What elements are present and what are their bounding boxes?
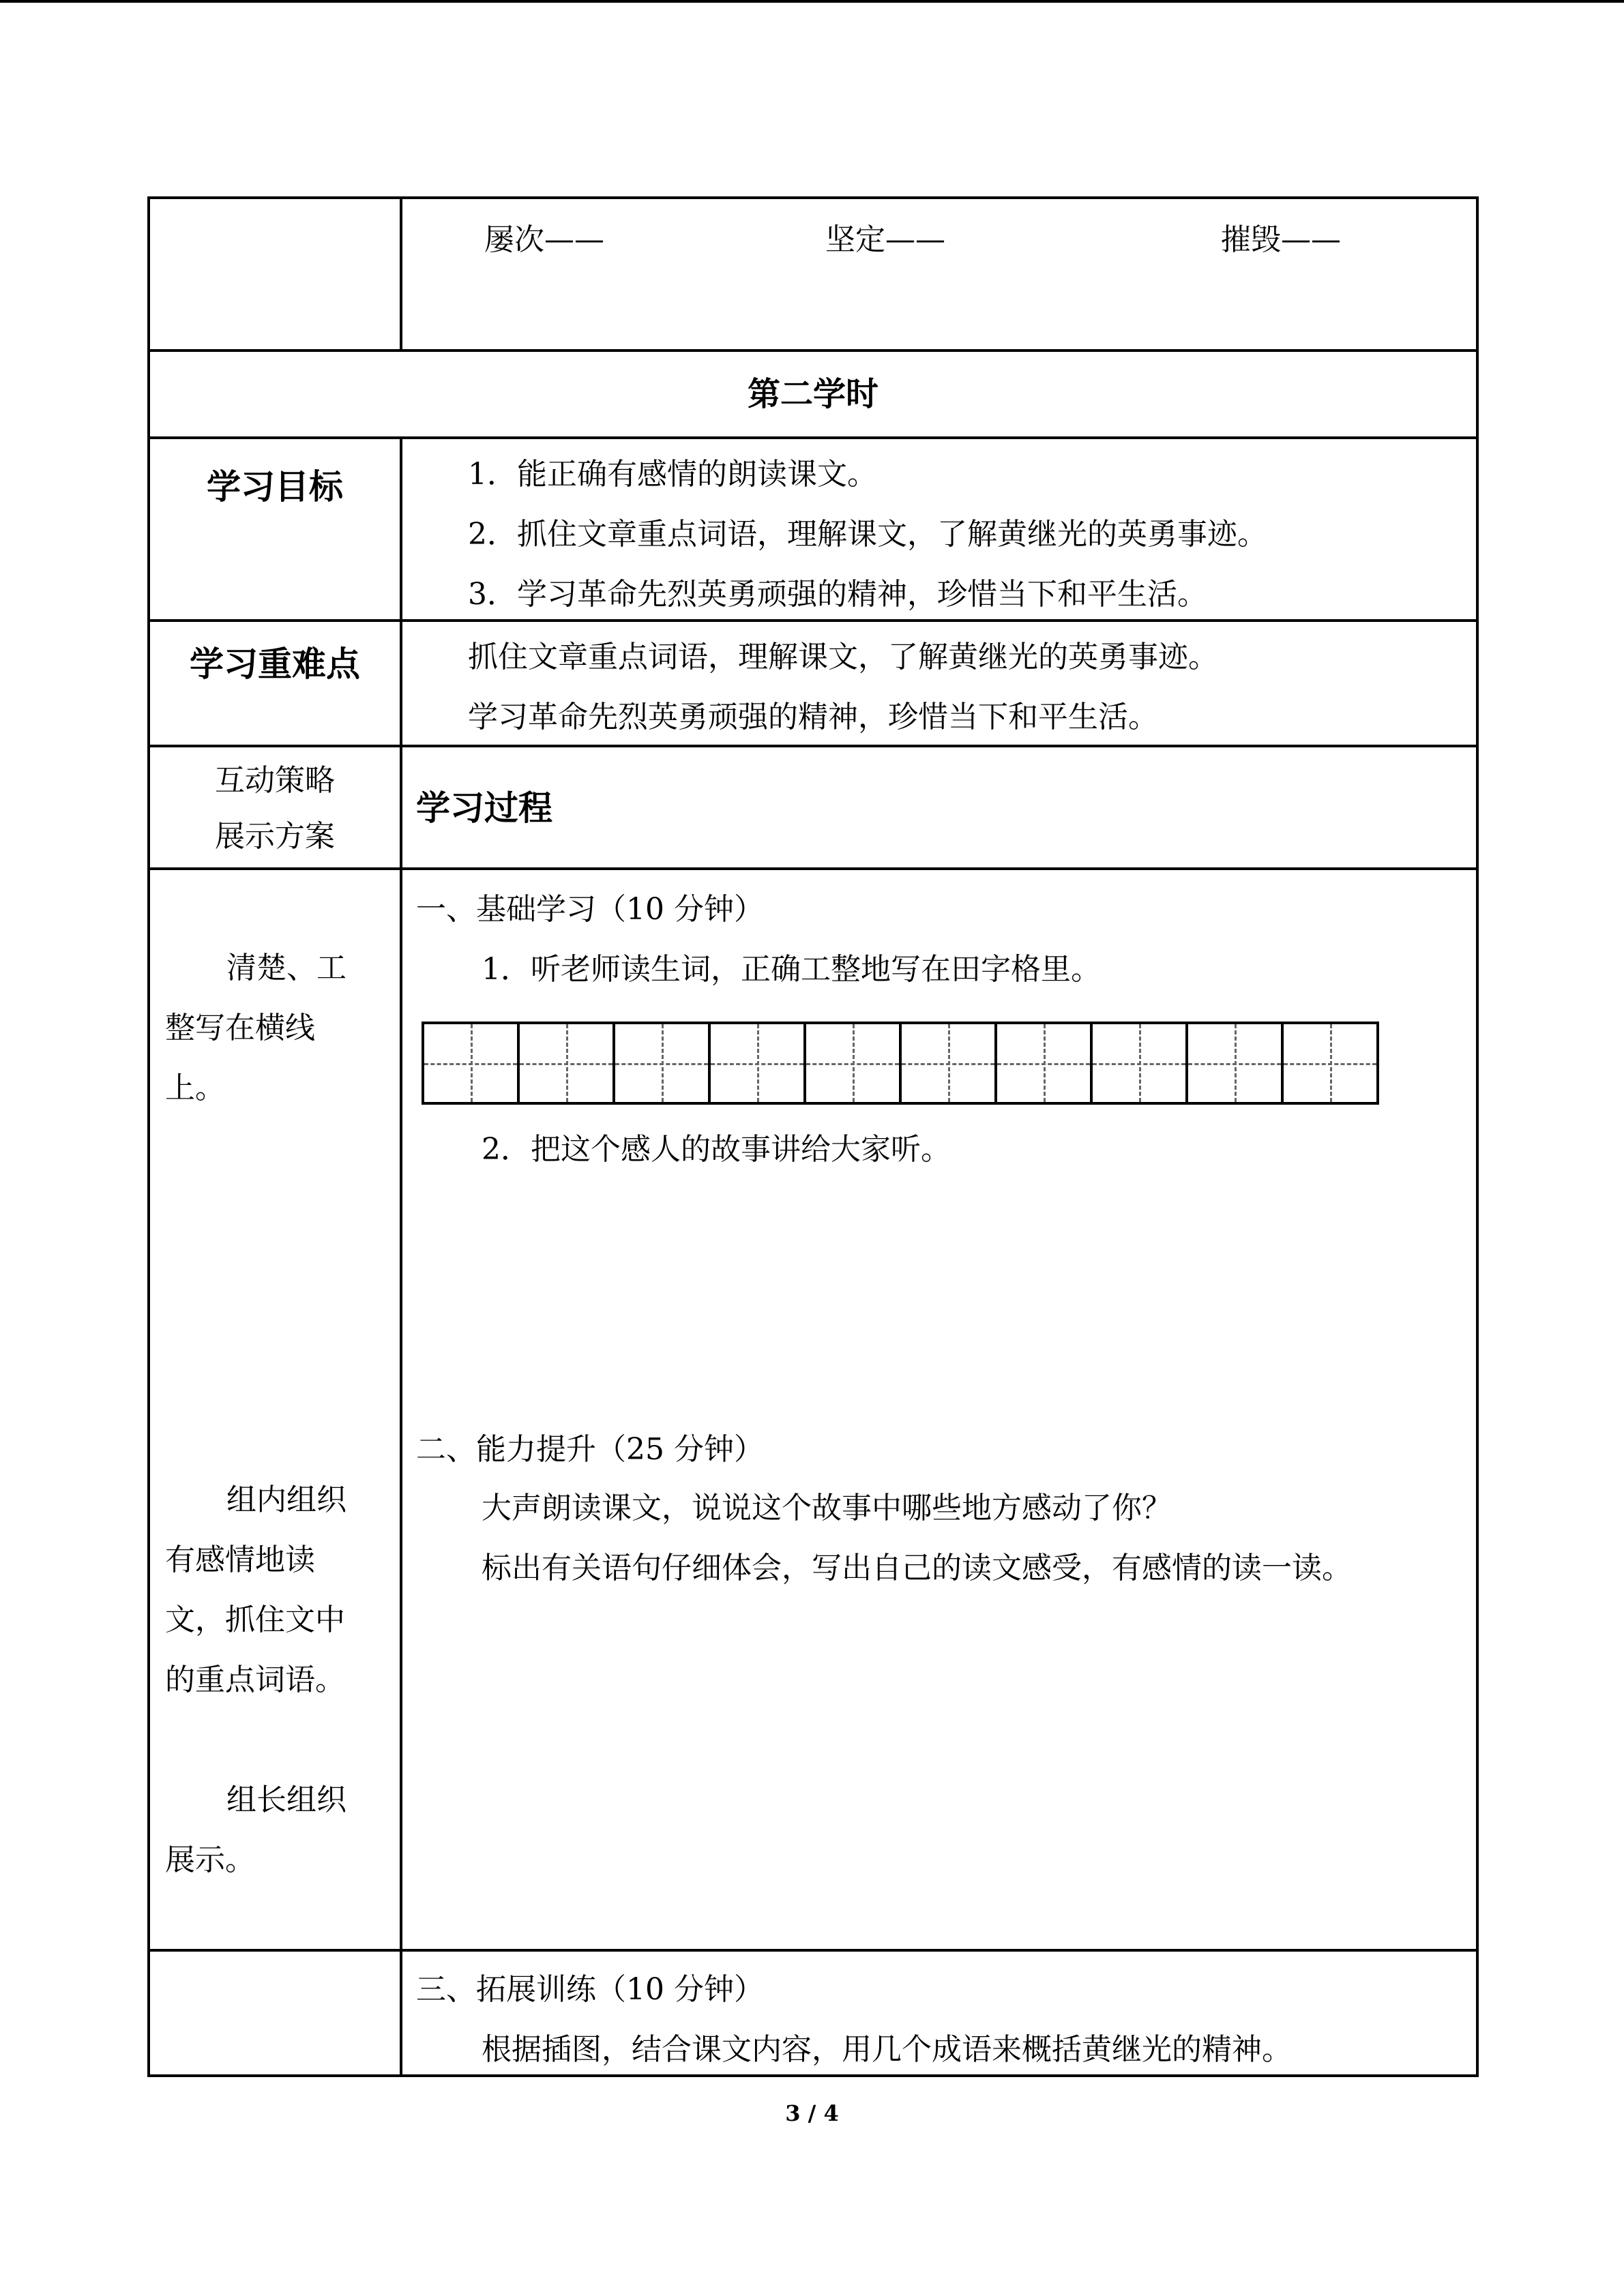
note3-line-2: 展示。 [165, 1843, 255, 1877]
top-border-line [0, 0, 1624, 3]
vocab-word-2: 坚定—— [825, 222, 945, 257]
extension-left-cell [149, 1950, 401, 2076]
note3-line-1: 组长组织 [226, 1783, 346, 1817]
grid-guide-horizontal [806, 1063, 899, 1065]
key-points-label: 学习重难点 [190, 644, 360, 684]
grid-guide-horizontal [615, 1063, 708, 1065]
process-row [149, 869, 1477, 1950]
tianzige-cell[interactable] [422, 1022, 520, 1105]
tianzige-cell[interactable] [708, 1022, 806, 1105]
grid-guide-horizontal [711, 1063, 803, 1065]
grid-guide-horizontal [902, 1063, 994, 1065]
tianzige-cell[interactable] [1185, 1022, 1284, 1105]
ability-line-1: 大声朗读课文，说说这个故事中哪些地方感动了你？ [482, 1491, 1172, 1525]
extension-line-1: 根据插图，结合课文内容，用几个成语来概括黄继光的精神。 [482, 2032, 1292, 2067]
process-notes-cell [149, 869, 401, 1950]
vocab-row [149, 198, 1477, 351]
goals-label-cell [149, 438, 401, 621]
extension-content-cell [401, 1950, 1477, 2076]
grid-guide-horizontal [1093, 1063, 1185, 1065]
tianzige-grid[interactable] [422, 1022, 1376, 1105]
grid-guide-horizontal [1188, 1063, 1281, 1065]
key-points-row [149, 621, 1477, 746]
vocab-cell [401, 198, 1477, 351]
goals-content-cell [401, 438, 1477, 621]
goal-item-3: 3．学习革命先烈英勇顽强的精神，珍惜当下和平生活。 [468, 577, 1207, 612]
tianzige-cell[interactable] [517, 1022, 615, 1105]
tianzige-cell[interactable] [1281, 1022, 1379, 1105]
extension-row [149, 1950, 1477, 2076]
basic-item-2: 2．把这个感人的故事讲给大家听。 [482, 1132, 951, 1167]
strategy-line-2: 展示方案 [215, 819, 335, 854]
key-points-label-cell [149, 621, 401, 746]
note1-line-3: 上。 [165, 1071, 225, 1105]
tianzige-cell[interactable] [994, 1022, 1093, 1105]
grid-guide-horizontal [520, 1063, 612, 1065]
process-title: 学习过程 [416, 788, 552, 828]
goals-label: 学习目标 [207, 467, 343, 507]
empty-left-cell [149, 198, 401, 351]
note2-line-2: 有感情地读 [165, 1542, 315, 1577]
basic-item-1: 1．听老师读生词，正确工整地写在田字格里。 [482, 952, 1101, 987]
page-number: 3 / 4 [785, 2100, 839, 2126]
note1-line-1: 清楚、工 [226, 951, 346, 985]
goals-row [149, 438, 1477, 621]
vocab-word-3: 摧毁—— [1221, 222, 1341, 257]
vocab-word-1: 屡次—— [484, 222, 604, 257]
ability-heading: 二、能力提升（25 分钟） [416, 1432, 764, 1467]
section-title: 第二学时 [747, 375, 879, 413]
note2-line-4: 的重点词语。 [165, 1663, 345, 1697]
strategy-label-cell [149, 746, 401, 869]
strategy-line-1: 互动策略 [215, 763, 335, 798]
section-title-row [149, 351, 1477, 438]
grid-guide-horizontal [1284, 1063, 1376, 1065]
tianzige-cell[interactable] [803, 1022, 902, 1105]
section-title-cell [149, 351, 1477, 438]
goal-item-1: 1．能正确有感情的朗读课文。 [468, 457, 877, 492]
goal-item-2: 2．抓住文章重点词语，理解课文，了解黄继光的英勇事迹。 [468, 517, 1267, 552]
process-title-cell [401, 746, 1477, 869]
tianzige-cell[interactable] [899, 1022, 997, 1105]
note2-line-3: 文，抓住文中 [165, 1602, 345, 1637]
grid-guide-horizontal [997, 1063, 1090, 1065]
tianzige-cell[interactable] [612, 1022, 711, 1105]
strategy-row [149, 746, 1477, 869]
key-point-item-1: 抓住文章重点词语，理解课文，了解黄继光的英勇事迹。 [468, 640, 1218, 674]
process-content-cell [401, 869, 1477, 1950]
ability-line-2: 标出有关语句仔细体会，写出自己的读文感受，有感情的读一读。 [482, 1551, 1352, 1585]
note1-line-2: 整写在横线 [165, 1011, 315, 1045]
tianzige-cell[interactable] [1090, 1022, 1188, 1105]
lesson-plan-table [147, 196, 1479, 2077]
extension-heading: 三、拓展训练（10 分钟） [416, 1972, 764, 2007]
note2-line-1: 组内组织 [226, 1482, 346, 1517]
basic-heading: 一、基础学习（10 分钟） [416, 892, 764, 927]
key-points-content-cell [401, 621, 1477, 746]
key-point-item-2: 学习革命先烈英勇顽强的精神，珍惜当下和平生活。 [468, 700, 1158, 734]
grid-guide-horizontal [424, 1063, 517, 1065]
